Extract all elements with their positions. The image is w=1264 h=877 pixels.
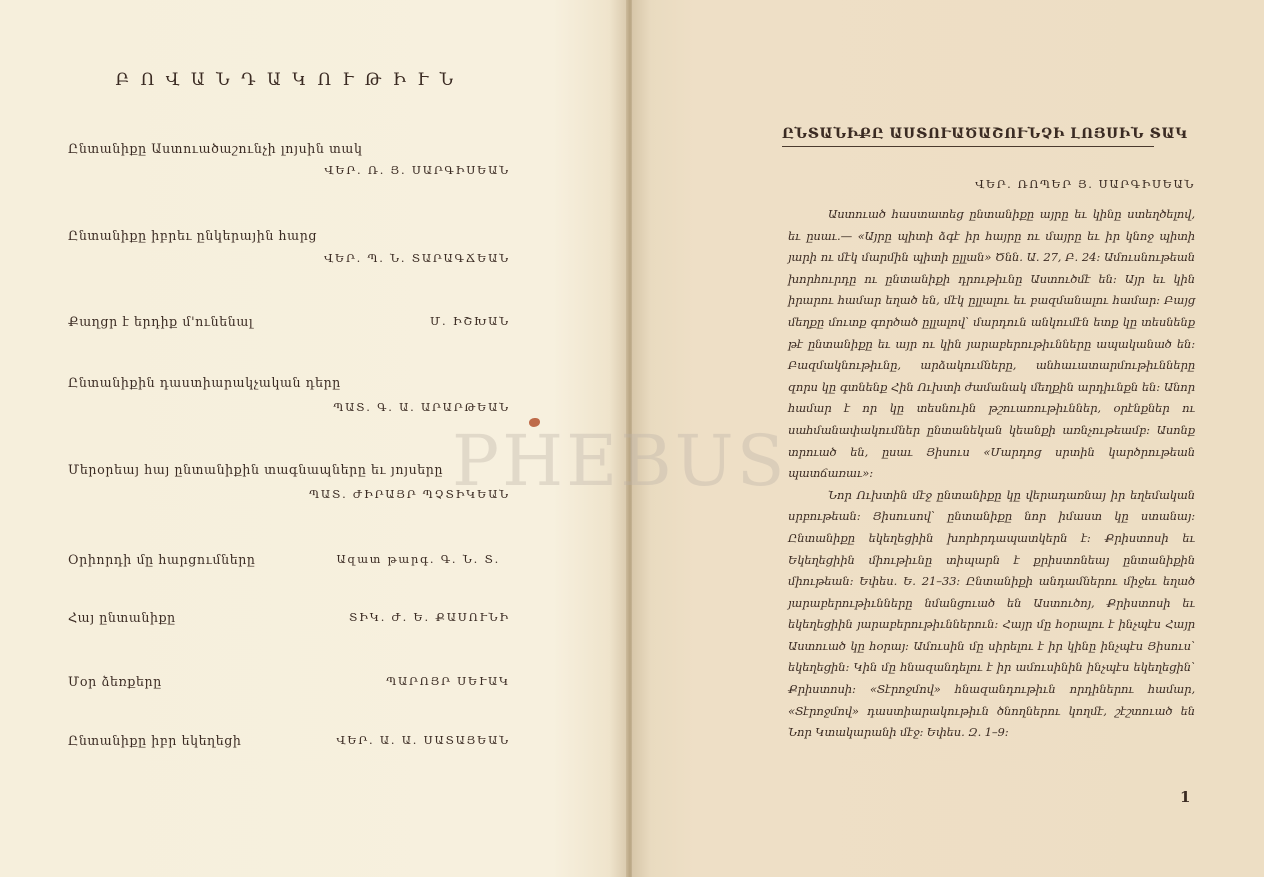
- toc-entry-author: ՊԱՏ. Գ. Ա. ԱՐԱՐԹԵԱՆ: [333, 400, 510, 414]
- toc-entry-title: Մօր ձեռքերը: [68, 674, 162, 689]
- toc-entry-author: Ազատ թարգ. Գ. Ն. Տ.: [336, 552, 500, 566]
- article-author: ՎԵՐ. ՌՈՊԵՐ Յ. ՍԱՐԳԻՍԵԱՆ: [975, 177, 1195, 191]
- right-page-article: [632, 0, 1264, 877]
- toc-entry-author: ՊԱՏ. ԺԻՐԱՅՐ ՊՉՏԻԿԵԱՆ: [309, 487, 510, 501]
- toc-entry-title: Ընտանիքը իբրեւ ընկերային հարց: [68, 228, 318, 243]
- toc-entry-author: ՊԱՐՈՅՐ ՍԵՒԱԿ: [386, 674, 510, 688]
- toc-entry-author: Մ. ԻՇԽԱՆ: [429, 314, 510, 328]
- watermark: PHEBUS: [452, 420, 788, 502]
- toc-entry-title: Ընտանիքին դաստիարակչական դերը: [68, 375, 341, 390]
- article-paragraph: Աստուած հաստատեց ընտանիքը այրը եւ կինը ստեղծելով, եւ ըսաւ.— «Այրը պիտի ձգէ իր հայրը ու մայրը եւ իր կնոջ պիտի յարի ու մէկ մարմին պիտի ըլլան» Ծնն. Ա. 27, Բ. 24։ Ամուսնութեան խորհուրդը ու ընտանիքի դրութիւնը Աստուծմէ են։ Այր եւ կին իրարու համար եղած են, մէկ ըլլալու եւ բազմանալու համար։ Բայց մեղքը մուտք գործած ըլլալով՝ մարդուն անկումէն ետք կը տեսնենք թէ ընտանիքը եւ այր ու կին յարաբերութիւնները ապականած են։ Բազմակնութիւնը, արձակումները, անհաւատարմութիւնները զորս կը գտնենք Հին Ուխտի ժամանակ մեղքին արդիւնքն են։ Անոր համար է որ կը տեսնուին թշուառութիւններ, օրէնքներ ու սահմանափակումներ ընտանեկան կեանքի առնչութեամբ։ Ասոնք տրուած են, ըսաւ Յիսուս «Մարդոց սրտին կարծրութեան պատճառաւ»։: [788, 207, 1195, 481]
- article-body: [788, 204, 1195, 744]
- ink-stain: [529, 418, 540, 427]
- article-title: ԸՆՏԱՆԻՔԸ ԱՍՏՈՒԱԾԱՇՈՒՆՉԻ ԼՈՅՍԻՆ ՏԱԿ: [782, 126, 1154, 147]
- toc-entry-author: ՎԵՐ. Ռ. Յ. ՍԱՐԳԻՍԵԱՆ: [324, 163, 510, 177]
- article-paragraph: Նոր Ուխտին մէջ ընտանիքը կը վերադառնայ իր եղեմական սրբութեան։ Յիսուսով՝ ընտանիքը նոր իմաստ կը ստանայ։ Ընտանիքը եկեղեցիին խորհրդապատկերն է։ Քրիստոսի եւ Եկեղեցիին միութիւնը տիպարն է քրիստոնեայ ընտանիքին միութեան։ Եփես. Ե. 21–33։ Ընտանիքի անդամներու միջեւ եղած յարաբերութիւնները նմանցուած են Աստուծոյ, Քրիստոսի եւ եկեղեցիին յարաբերութիւններուն։ Հայր մը հօրալու է ինչպէս Հայր Աստուած կը հօրայ։ Ամուսին մը սիրելու է իր կինը ինչպէս Յիսուս՝ եկեղեցին։ Կին մը հնազանդելու է իր ամուսինին ինչպէս եկեղեցին՝ Քրիստոսի։ «Տէրոջմով» հնազանդութիւն որդիներու համար, «Տէրոջմով» դաստիարակութիւն ծնողներու կողմէ, շէշտուած են Նոր Կտակարանի մէջ։ Եփես. Զ. 1–9։: [788, 487, 1195, 740]
- toc-entry-title: Քաղցր է երդիք մ'ունենալ: [68, 314, 254, 329]
- toc-entry-title: Մերօրեայ հայ ընտանիքին տագնապները եւ յոյսերը: [68, 462, 444, 477]
- toc-entry-author: ՎԵՐ. Ա. Ա. ՍԱՏԱՅԵԱՆ: [336, 733, 510, 747]
- toc-entry-title: Հայ ընտանիքը: [68, 610, 176, 625]
- toc-entry-title: Օրիորդի մը հարցումները: [68, 552, 256, 567]
- page-number: 1: [1180, 788, 1191, 806]
- left-page-contents: [0, 0, 628, 877]
- toc-entry-author: ՎԵՐ. Պ. Ն. ՏԱՐԱԳՃԵԱՆ: [324, 251, 510, 265]
- toc-entry-title: Ընտանիքը իբր եկեղեցի: [68, 733, 242, 748]
- contents-heading: ԲՈՎԱՆԴԱԿՈՒԹԻՒՆ: [115, 70, 465, 90]
- toc-entry-author: ՏԻԿ. Ժ. Ե. ՔԱՍՈՒՆԻ: [349, 610, 510, 624]
- toc-entry-title: Ընտանիքը Աստուածաշունչի լոյսին տակ: [68, 141, 363, 156]
